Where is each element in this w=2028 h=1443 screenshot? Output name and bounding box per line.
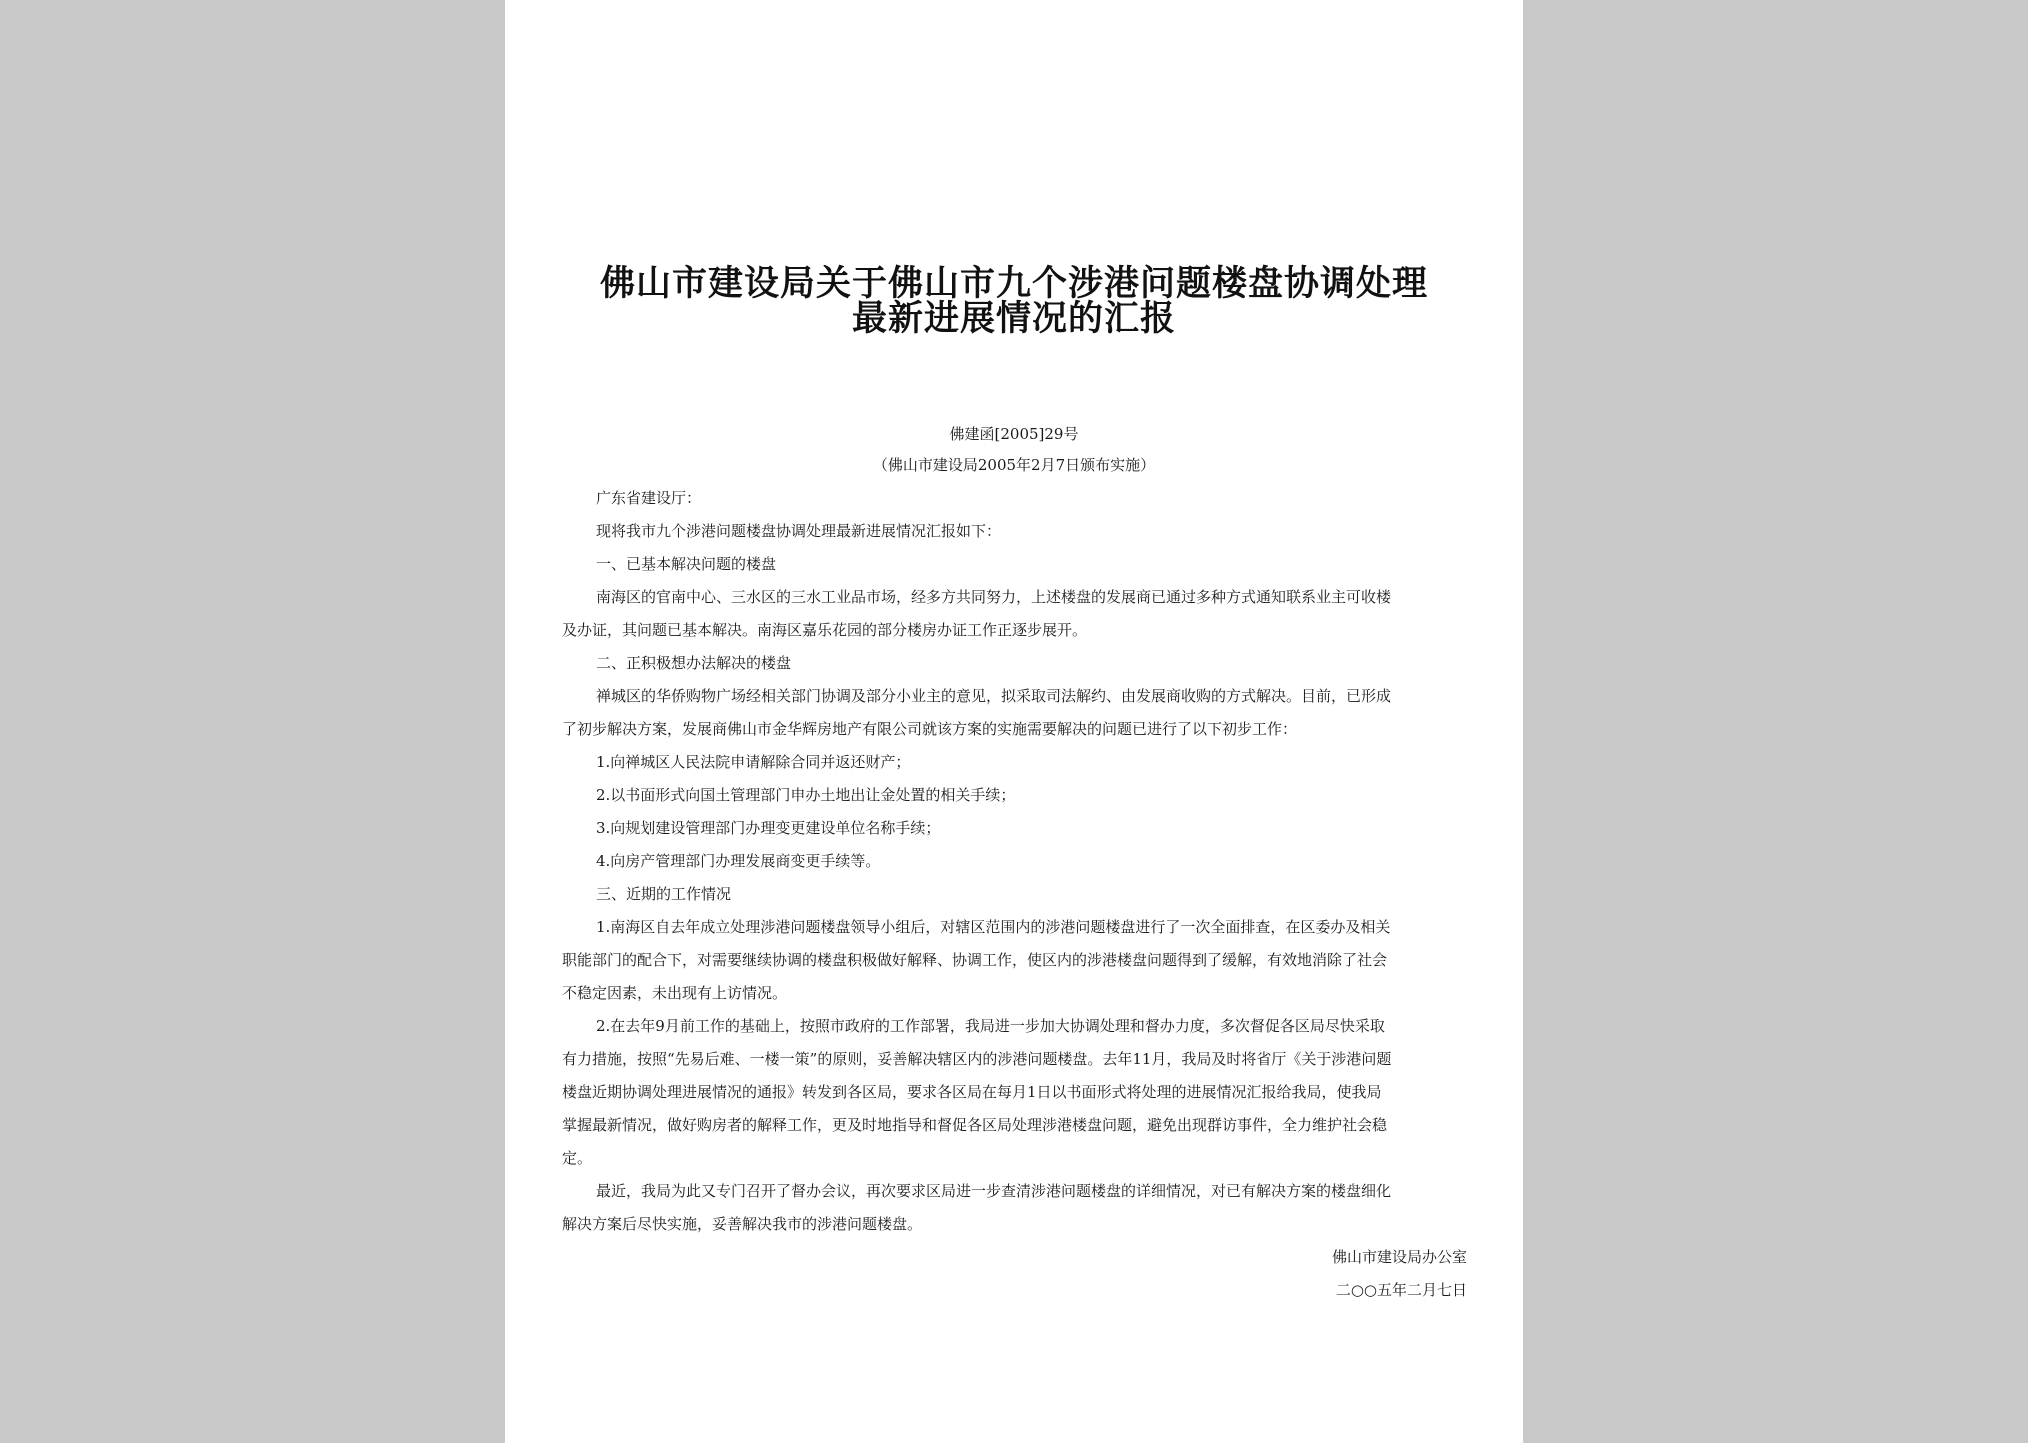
document-title-line-2: 最新进展情况的汇报	[851, 299, 1176, 339]
paragraph-line: 1.南海区自去年成立处理涉港问题楼盘领导小组后，对辖区范围内的涉港问题楼盘进行了一次全面排查，在区委办及相关	[596, 918, 1391, 936]
paragraph-line: 职能部门的配合下，对需要继续协调的楼盘积极做好解释、协调工作，使区内的涉港楼盘问题得到了缓解，有效地消除了社会	[562, 951, 1388, 969]
signature: 佛山市建设局办公室	[1331, 1248, 1467, 1266]
salutation: 广东省建设厅：	[596, 489, 702, 507]
list-item: 3.向规划建设管理部门办理变更建设单位名称手续；	[596, 819, 941, 837]
paragraph-line: 楼盘近期协调处理进展情况的通报》转发到各区局，要求各区局在每月1日以书面形式将处理的进展情况汇报给我局，使我局	[562, 1083, 1382, 1101]
issued-note: （佛山市建设局2005年2月7日颁布实施）	[872, 456, 1156, 474]
section-heading-3: 三、近期的工作情况	[596, 885, 732, 903]
document-number: 佛建函[2005]29号	[949, 425, 1079, 443]
document-page	[505, 0, 1523, 1443]
document-title-line-1: 佛山市建设局关于佛山市九个涉港问题楼盘协调处理	[599, 264, 1428, 304]
paragraph-line: 禅城区的华侨购物广场经相关部门协调及部分小业主的意见，拟采取司法解约、由发展商收购的方式解决。目前，已形成	[596, 687, 1392, 705]
intro-paragraph: 现将我市九个涉港问题楼盘协调处理最新进展情况汇报如下：	[596, 522, 1002, 540]
list-item: 2.以书面形式向国土管理部门申办土地出让金处置的相关手续；	[596, 786, 1016, 804]
paragraph-line: 及办证，其问题已基本解决。南海区嘉乐花园的部分楼房办证工作正逐步展开。	[562, 621, 1088, 639]
paragraph-line: 南海区的官南中心、三水区的三水工业品市场，经多方共同努力，上述楼盘的发展商已通过多种方式通知联系业主可收楼	[596, 588, 1392, 606]
list-item: 1.向禅城区人民法院申请解除合同并返还财产；	[596, 753, 911, 771]
paragraph-line: 2.在去年9月前工作的基础上，按照市政府的工作部署，我局进一步加大协调处理和督办力度，多次督促各区局尽快采取	[596, 1017, 1385, 1035]
section-heading-1: 一、已基本解决问题的楼盘	[596, 555, 777, 573]
paragraph-line: 掌握最新情况，做好购房者的解释工作，更及时地指导和督促各区局处理涉港楼盘问题，避免出现群访事件，全力维护社会稳	[562, 1116, 1388, 1134]
section-heading-2: 二、正积极想办法解决的楼盘	[596, 654, 792, 672]
paragraph-line: 最近，我局为此又专门召开了督办会议，再次要求区局进一步查清涉港问题楼盘的详细情况，对已有解决方案的楼盘细化	[596, 1182, 1392, 1200]
paragraph-line: 不稳定因素，未出现有上访情况。	[562, 984, 788, 1002]
paragraph-line: 了初步解决方案，发展商佛山市金华辉房地产有限公司就该方案的实施需要解决的问题已进行了以下初步工作：	[562, 720, 1298, 738]
list-item: 4.向房产管理部门办理发展商变更手续等。	[596, 852, 881, 870]
paragraph-line: 定。	[562, 1149, 593, 1167]
document-date: 二○○五年二月七日	[1335, 1281, 1467, 1299]
paragraph-line: 有力措施，按照“先易后难、一楼一策”的原则，妥善解决辖区内的涉港问题楼盘。去年11月，我局及时将省厅《关于涉港问题	[562, 1050, 1392, 1068]
paragraph-line: 解决方案后尽快实施，妥善解决我市的涉港问题楼盘。	[562, 1215, 923, 1233]
